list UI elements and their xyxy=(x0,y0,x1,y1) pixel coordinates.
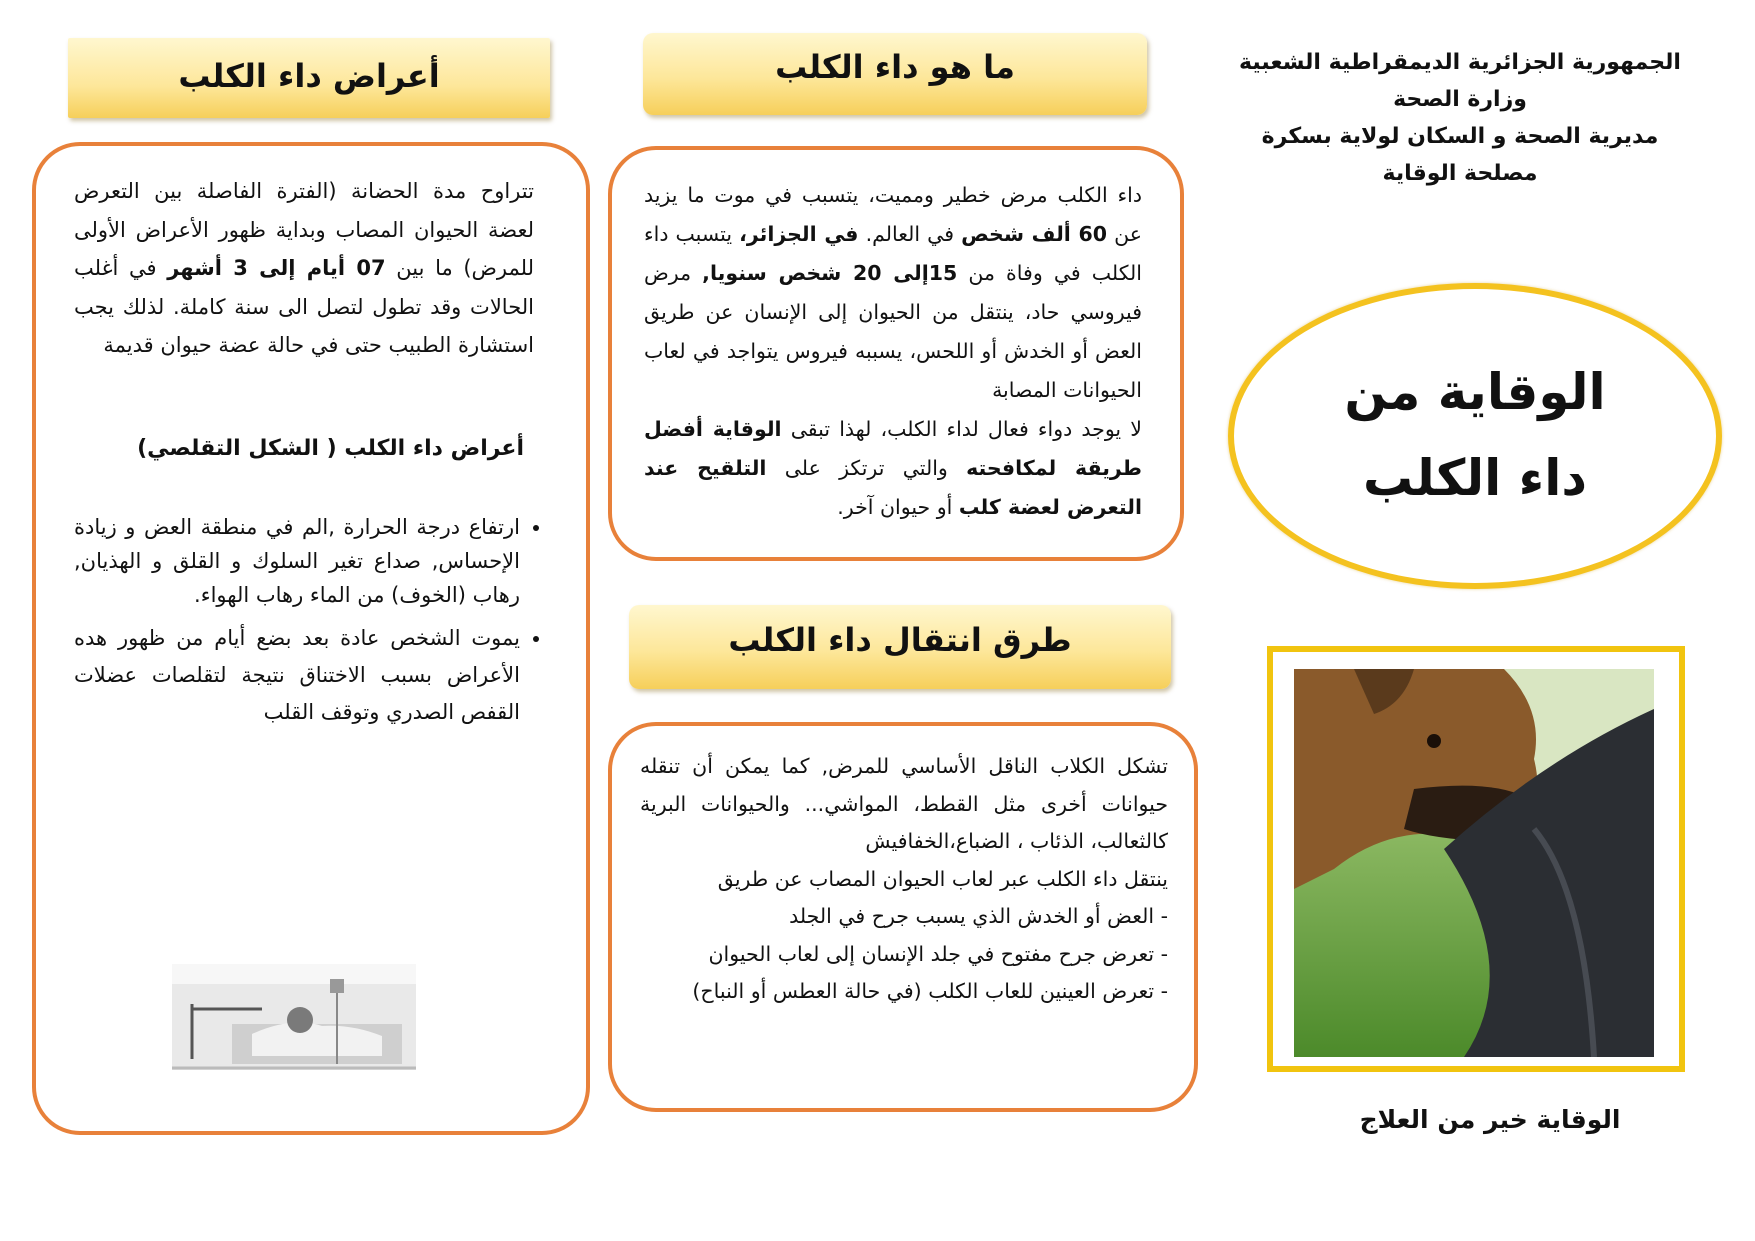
what-is-deaths-world: 60 ألف شخص xyxy=(961,222,1108,246)
header-line-republic: الجمهورية الجزائرية الديمقراطية الشعبية xyxy=(1239,50,1681,75)
what-is-p1g: مرض فيروسي حاد، ينتقل من الحيوان إلى الإنسان عن طريق العض أو الخدش أو اللحس، يسببه فيروس يتواجد في لعاب الحيوانات المصابة xyxy=(644,261,1142,402)
symptoms-heading: أعراض داء الكلب xyxy=(68,38,550,118)
what-is-text xyxy=(644,176,1142,527)
transmission-intro: تشكل الكلاب الناقل الأساسي للمرض, كما يمكن أن تنقله حيوانات أخرى مثل القطط، المواشي... والحيوانات البرية كالثعالب، الذئاب ، الضباع،الخفافيش xyxy=(640,754,1168,853)
main-title xyxy=(1234,349,1716,521)
symptom-bullet: • يموت الشخص عادة بعد بضع أيام من ظهور هده الأعراض بسبب الاختناق نتيجة لتقلصات عضلات القفص الصدري وتوقف القلب xyxy=(74,620,520,731)
symptoms-bullets-block xyxy=(74,510,544,739)
ministry-header xyxy=(1220,44,1700,192)
what-is-vaccination: التلقيح عند التعرض لعضة كلب xyxy=(644,456,1142,519)
symptoms-p1a: تتراوح مدة الحضانة (الفترة الفاصلة بين التعرض لعضة الحيوان المصاب وبداية ظهور الأعراض الأولى للمرض) ما بين xyxy=(74,179,535,280)
what-is-algeria: في الجزائر، xyxy=(739,222,859,246)
title-ellipse xyxy=(1228,283,1722,589)
main-title-line2: داء الكلب xyxy=(1362,449,1588,507)
transmission-list xyxy=(640,898,1168,1011)
symptoms-subheading: أعراض داء الكلب ( الشكل التقلصي) xyxy=(137,436,524,461)
what-is-heading: ما هو داء الكلب xyxy=(643,33,1147,115)
symptoms-incubation: 07 أيام إلى 3 أشهر xyxy=(167,256,386,280)
transmission-lead: ينتقل داء الكلب عبر لعاب الحيوان المصاب عن طريق xyxy=(717,866,1168,891)
transmission-item: - تعرض العينين للعاب الكلب (في حالة العطس أو النباح) xyxy=(692,979,1168,1003)
dog-photo-frame xyxy=(1267,646,1685,1072)
transmission-item: - تعرض جرح مفتوح في جلد الإنسان إلى لعاب الحيوان xyxy=(708,941,1168,966)
what-is-deaths-algeria: 15إلى 20 شخص سنويا, xyxy=(702,261,958,285)
what-is-p1c: في العالم. xyxy=(865,222,955,246)
hospital-patient-image xyxy=(172,964,416,1070)
main-title-line1: الوقاية من xyxy=(1344,363,1606,421)
motto: الوقاية خير من العلاج xyxy=(1359,1105,1621,1134)
dog-eye xyxy=(1427,734,1441,748)
what-is-prevention: الوقاية أفضل طريقة لمكافحته xyxy=(644,417,1142,480)
header-line-directorate: مديرية الصحة و السكان لولاية بسكرة xyxy=(1261,124,1659,149)
symptoms-text xyxy=(74,172,534,365)
symptom-bullet: • ارتفاع درجة الحرارة ,الم في منطقة العض و زيادة الإحساس, صداع تغير السلوك و القلق و الهذيان, رهاب (الخوف) من الماء رهاب الهواء. xyxy=(74,510,520,612)
dog-bite-image xyxy=(1294,669,1654,1057)
what-is-p2e: أو حيوان آخر. xyxy=(837,495,953,519)
symptoms-p1c: في أغلب الحالات وقد تطول لتصل الى سنة كاملة. لذلك يجب استشارة الطبيب حتى في حالة عضة حيوان قديمة xyxy=(74,256,534,357)
what-is-p2c: والتي ترتكز على xyxy=(784,456,948,480)
symptoms-list xyxy=(74,510,544,731)
what-is-p2a: لا يوجد دواء فعال لداء الكلب، لهذا تبقى xyxy=(790,417,1142,441)
symptoms-panel xyxy=(32,142,590,1135)
transmission-panel xyxy=(608,722,1198,1112)
transmission-heading: طرق انتقال داء الكلب xyxy=(629,605,1171,689)
header-line-ministry: وزارة الصحة xyxy=(1393,87,1527,112)
header-line-service: مصلحة الوقاية xyxy=(1382,161,1538,186)
transmission-text xyxy=(640,748,1168,1011)
what-is-p1e: يتسبب داء الكلب في وفاة من xyxy=(644,222,1142,285)
what-is-p1a: داء الكلب مرض خطير ومميت، يتسبب في موت ما يزيد عن xyxy=(644,183,1142,246)
what-is-panel xyxy=(608,146,1184,561)
transmission-item: - العض أو الخدش الذي يسبب جرح في الجلد xyxy=(789,904,1168,928)
